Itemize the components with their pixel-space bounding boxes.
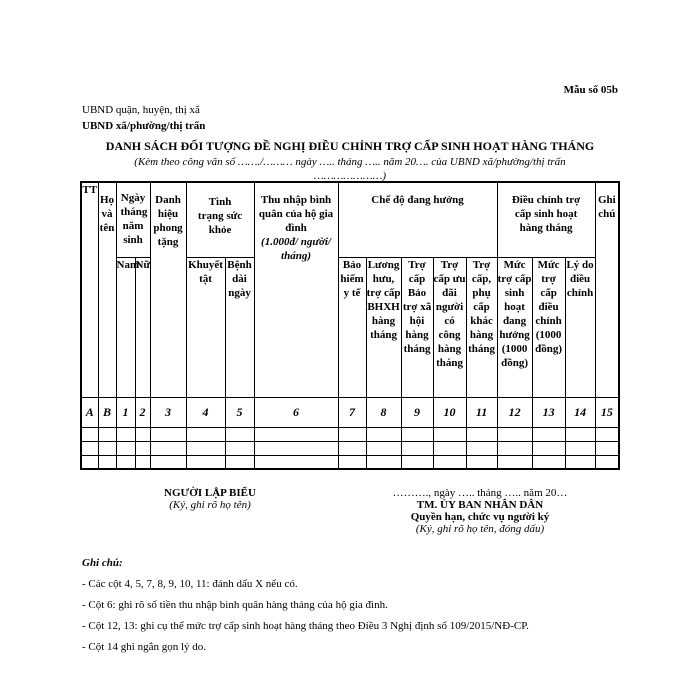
index-cell: 7: [338, 397, 366, 427]
index-cell: 8: [366, 397, 401, 427]
beneficiary-table: [80, 181, 620, 470]
index-cell: 10: [433, 397, 466, 427]
index-cell: 6: [254, 397, 338, 427]
col-header-social-support: Trợ cấp Bảo trợ xã hội hàng tháng: [401, 257, 433, 397]
index-cell: 14: [565, 397, 595, 427]
preparer-title: NGƯỜI LẬP BIỂU: [164, 487, 256, 499]
document-title: DANH SÁCH ĐỐI TƯỢNG ĐỀ NGHỊ ĐIỀU CHỈNH TRỢ CẤP SINH HOẠT HÀNG THÁNG: [105, 139, 595, 153]
table-row: [81, 427, 619, 441]
subtitle-line-1: (Kèm theo công văn số ……./……… ngày ….. tháng ….. năm 20…. của UBND xã/phường/thị trấn: [134, 156, 566, 168]
index-cell: 12: [497, 397, 532, 427]
col-header-other-allowance: Trợ cấp, phụ cấp khác hàng tháng: [466, 257, 497, 397]
col-header-female: Nữ: [135, 257, 150, 397]
committee-note: (Ký, ghi rõ họ tên, đóng dấu): [415, 523, 545, 535]
index-cell: 4: [186, 397, 225, 427]
committee-title: TM. ỦY BAN NHÂN DÂN: [416, 499, 544, 511]
org-district: UBND quận, huyện, thị xã: [82, 104, 200, 116]
subtitle-line-2: …………………): [313, 170, 387, 182]
index-cell: 15: [595, 397, 619, 427]
index-cell: 9: [401, 397, 433, 427]
col-header-health-insurance: Bảo hiểm y tế: [338, 257, 366, 397]
col-header-male: Nam: [116, 257, 135, 397]
col-header-current-benefits: Chế độ đang hưởng: [338, 182, 497, 257]
note-item: - Cột 14 ghi ngắn gọn lý do.: [82, 641, 207, 653]
note-item: - Cột 6: ghi rõ số tiền thu nhập bình quân hàng tháng của hộ gia đình.: [82, 599, 388, 611]
index-cell: 11: [466, 397, 497, 427]
col-header-long-illness: Bệnh dài ngày: [225, 257, 254, 397]
col-header-pension: Lương hưu, trợ cấp BHXH hàng tháng: [366, 257, 401, 397]
income-label: Thu nhập bình quân của hộ gia đình: [258, 194, 334, 234]
col-header-reason: Lý do điều chỉnh: [565, 257, 595, 397]
committee-signature-block: [360, 487, 600, 535]
col-header-adjusted-amount: Mức trợ cấp điều chỉnh (1000 đồng): [532, 257, 565, 397]
notes-section: [82, 557, 682, 661]
table-row: [81, 455, 619, 469]
index-cell: B: [98, 397, 116, 427]
index-cell: 13: [532, 397, 565, 427]
index-cell: 3: [150, 397, 186, 427]
col-header-birth-date: Ngày tháng năm sinh: [116, 182, 150, 257]
notes-heading: Ghi chú:: [82, 557, 123, 569]
col-header-adjustment: Điều chỉnh trợ cấp sinh hoạt hàng tháng: [497, 182, 595, 257]
preparer-signature-block: [120, 487, 300, 511]
signer-role: Quyền hạn, chức vụ người ký: [410, 511, 550, 523]
document-subtitle: [0, 155, 700, 183]
col-header-merit-allowance: Trợ cấp ưu đãi người có công hàng tháng: [433, 257, 466, 397]
col-header-income: [254, 182, 338, 397]
col-header-tt: TT: [81, 182, 98, 397]
col-header-current-amount: Mức trợ cấp sinh hoạt đang hưởng (1000 đồng): [497, 257, 532, 397]
col-header-health-status: Tình trạng sức khỏe: [186, 182, 254, 257]
income-unit: (1.000đ/ người/ tháng): [261, 236, 331, 262]
org-commune: UBND xã/phường/thị trấn: [82, 120, 206, 132]
index-cell: 2: [135, 397, 150, 427]
signature-date: ………., ngày ….. tháng ….. năm 20…: [392, 487, 568, 499]
index-cell: 1: [116, 397, 135, 427]
col-header-disabled: Khuyết tật: [186, 257, 225, 397]
preparer-note: (Ký, ghi rõ họ tên): [169, 499, 251, 511]
index-cell: A: [81, 397, 98, 427]
table-row: [81, 441, 619, 455]
note-item: - Các cột 4, 5, 7, 8, 9, 10, 11: đánh dấu X nếu có.: [82, 578, 298, 590]
form-number: Mẫu số 05b: [563, 84, 618, 96]
col-header-title-awarded: Danh hiệu phong tặng: [150, 182, 186, 397]
index-cell: 5: [225, 397, 254, 427]
col-header-notes: Ghi chú: [595, 182, 619, 397]
note-item: - Cột 12, 13: ghi cụ thể mức trợ cấp sinh hoạt hàng tháng theo Điều 3 Nghị định số 109/2015/NĐ-CP.: [82, 620, 529, 632]
col-header-full-name: Họ và tên: [98, 182, 116, 397]
